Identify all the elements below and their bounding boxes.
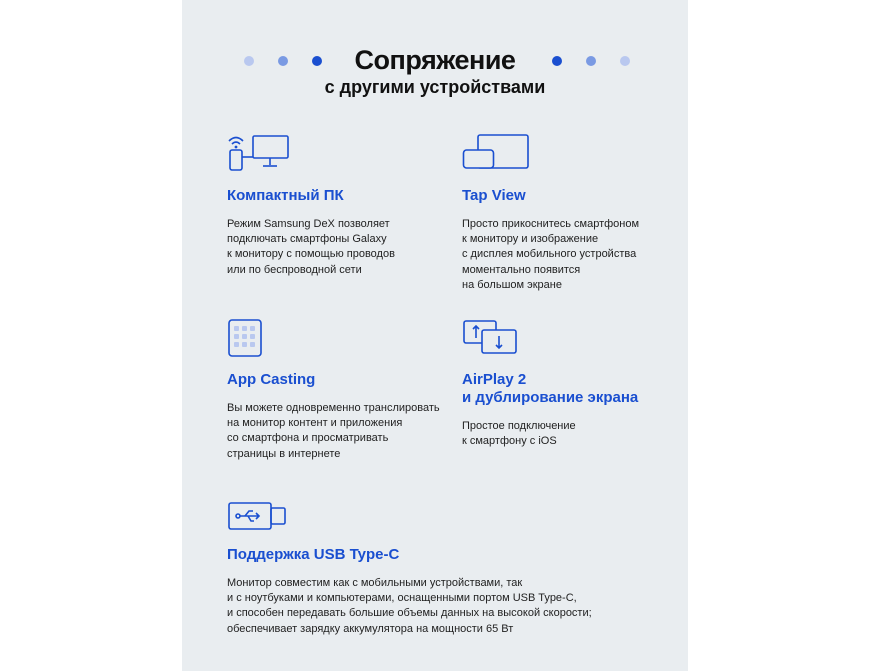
feature-description: Просто прикоснитесь смартфоном к монитору и изображение с дисплея мобильного устройства моментально появится на большом экране [462,218,640,291]
feature-description: Простое подключение к смартфону с iOS [462,420,576,448]
usb-c-icon [227,500,289,534]
feature-description: Монитор совместим как с мобильными устройствами, так и с ноутбуками и компьютерами, оснащенными портом USB Type-C, и способен передавать большие объемы данных на высокой скорости; обеспечивает зарядку аккумулятора на мощности 65 Вт [227,577,592,635]
feature-usb-type-c [227,500,647,650]
feature-title: Tap View [462,187,526,204]
feature-description: Вы можете одновременно транслировать на монитор контент и приложения со смартфона и просматривать страницы в интернете [227,402,440,460]
feature-title-line2: и дублирование экрана [462,389,639,406]
feature-title: Поддержка USB Type-C [227,546,400,563]
page-title: Сопряжение [354,45,516,75]
feature-title: AirPlay 2 [462,371,527,388]
feature-airplay [462,318,677,458]
feature-title: App Casting [227,371,316,388]
screen-mirroring-icon [462,318,522,358]
feature-app-casting [227,318,447,468]
feature-description: Режим Samsung DeX позволяет подключать смартфоны Galaxy к монитору с помощью проводов или по беспроводной сети [227,218,395,276]
page-subtitle: с другими устройствами [324,77,546,97]
feature-tap-view [462,132,677,302]
pc-wifi-phone-icon [227,132,291,172]
feature-title: Компактный ПК [227,187,344,204]
page-heading [182,44,688,98]
feature-compact-pc [227,132,447,282]
app-grid-phone-icon [227,318,267,358]
tap-view-icon [462,132,532,172]
content-panel [182,0,688,671]
